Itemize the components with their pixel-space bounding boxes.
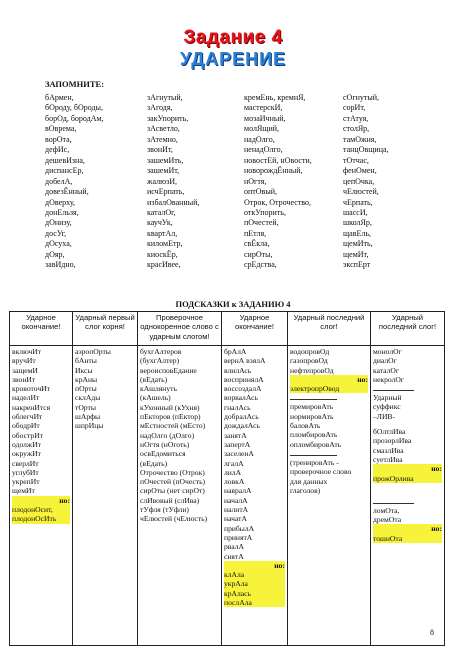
word-item: шассИ, xyxy=(343,207,368,217)
word-item: лгалА xyxy=(224,458,244,468)
word-item: стАтуя, xyxy=(343,113,369,123)
word-item: киоскЁр, xyxy=(147,249,178,259)
word-item: пЕкторов (пЕктор) xyxy=(140,412,201,422)
word-item: снятА xyxy=(224,551,244,561)
word-item: баловАть xyxy=(290,421,321,431)
word-item: послАла xyxy=(224,598,285,607)
word-item: квартАл, xyxy=(147,228,178,238)
word-item: влилАсь xyxy=(224,365,252,375)
column-1-no-label: но: xyxy=(12,496,70,505)
word-item: откУпорить, xyxy=(244,207,286,217)
column-5-note xyxy=(290,458,368,495)
column-6-words-a xyxy=(373,347,442,384)
word-item: бОроду, бОроды, xyxy=(45,103,103,113)
word-item: кАшлянуть xyxy=(140,384,177,394)
word-item: жалюзИ, xyxy=(147,176,178,186)
word-item: бОлтлИва xyxy=(373,427,406,437)
column-4-no-label: но: xyxy=(224,561,285,570)
word-item: мозаИчный, xyxy=(244,113,286,123)
column-1-exceptions xyxy=(12,505,70,524)
word-item: добралАсь xyxy=(224,412,259,422)
header-cell-3: Проверочное однокоренное слово с ударным слогом! xyxy=(138,312,222,346)
word-item: бАнты xyxy=(75,356,97,366)
hints-table xyxy=(9,311,445,646)
word-item: дефИс, xyxy=(45,145,70,155)
word-item: досУг, xyxy=(45,228,67,238)
column-5-exception: электропрОвод xyxy=(290,384,368,393)
word-item: сОгнутый, xyxy=(343,93,380,102)
word-column-3 xyxy=(244,93,312,271)
hints-title: ПОДСКАЗКИ к ЗАДАНИЮ 4 xyxy=(175,299,291,309)
word-item: Отрок, Отрочество, xyxy=(244,197,311,207)
word-item: зашемИт, xyxy=(147,166,180,176)
word-item: нОгтя (нОготь) xyxy=(140,439,190,449)
word-item: брАлА xyxy=(224,347,247,356)
word-item: бухгАлтеров xyxy=(140,347,182,356)
column-6-no-label-1: но: xyxy=(373,464,442,473)
column-6-no-label-2: но: xyxy=(373,524,442,533)
word-item: рвалА xyxy=(224,542,244,552)
word-item: зАсветло, xyxy=(147,124,180,134)
word-item: (кАшель) xyxy=(140,393,171,403)
word-item: начатА xyxy=(224,514,247,524)
word-item: монолОг xyxy=(373,347,402,356)
word-item: началА xyxy=(224,495,248,505)
word-list xyxy=(45,93,445,298)
word-item: –ЛИВ- xyxy=(373,411,396,421)
word-item: дОяр, xyxy=(45,249,65,259)
word-item: нормировАть xyxy=(290,411,334,421)
page-number: 8 xyxy=(430,628,434,637)
word-item: дОсуха, xyxy=(45,239,72,249)
word-item: клАла xyxy=(224,570,285,579)
word-item: лилА xyxy=(224,467,242,477)
word-item: дремОта xyxy=(373,515,402,525)
word-item: кремЕнь, кремнЯ, xyxy=(244,93,306,102)
word-item: тОрты xyxy=(75,402,96,412)
word-item: суетлИва xyxy=(373,454,403,464)
word-item: чЕлюстей, xyxy=(343,187,379,197)
word-item: газопровОд xyxy=(290,356,328,366)
word-item: навралА xyxy=(224,486,252,496)
word-item: фенОмен, xyxy=(343,166,377,176)
word-column-1 xyxy=(45,93,104,271)
word-item: Отрочество (Отрок) xyxy=(140,467,205,477)
header-cell-6: Ударный последний слог! xyxy=(371,312,445,346)
word-item: вероисповЕдание xyxy=(140,365,197,375)
word-item: тамОжня, xyxy=(343,134,377,144)
word-item: сирОты, xyxy=(244,249,273,259)
word-column-2 xyxy=(147,93,199,271)
word-item: тУфля (тУфли) xyxy=(140,505,189,515)
word-item: школЯр, xyxy=(343,218,372,228)
word-item: шпрИцы xyxy=(75,421,104,431)
word-item: аэропОрты xyxy=(75,347,111,356)
word-item: нефтепровОд xyxy=(290,365,334,375)
word-item: прозорлИва xyxy=(373,436,412,446)
word-item: завИдно, xyxy=(45,260,76,270)
word-item: щавЕль, xyxy=(343,228,372,238)
column-5-divider-2 xyxy=(290,449,337,456)
word-item: чЕрпать, xyxy=(343,197,373,207)
column-6-exception-2: тошнОта xyxy=(373,534,442,543)
word-item: ободрИт xyxy=(12,421,40,431)
word-item: ворвалАсь xyxy=(224,393,258,403)
column-6-divider xyxy=(373,384,414,391)
header-cell-2: Ударный первый слог корня! xyxy=(73,312,138,346)
word-item: Иксы xyxy=(75,365,93,375)
header-cell-4: Ударное окончание! xyxy=(222,312,288,346)
word-item: одолжИт xyxy=(12,439,41,449)
column-2-words xyxy=(75,347,135,431)
word-item: закУпорить, xyxy=(147,113,189,123)
column-4-exceptions xyxy=(224,570,285,607)
page-title: Задание 4 xyxy=(183,27,283,48)
word-item: запертА xyxy=(224,439,251,449)
column-5-cell xyxy=(288,346,371,646)
word-item: Ударный xyxy=(373,393,402,403)
word-item: ворОта, xyxy=(45,134,72,144)
column-5-no-label: но: xyxy=(290,375,368,384)
word-item: нОгтя, xyxy=(244,176,267,186)
word-item: сверлИт xyxy=(12,458,39,468)
word-item: надОлго (дОлго) xyxy=(140,430,195,440)
column-5-words-a xyxy=(290,347,368,375)
word-column-4 xyxy=(343,93,389,271)
word-item: (тренировАть - xyxy=(290,457,339,467)
word-item: дОверху, xyxy=(45,197,76,207)
word-item: цепОчка, xyxy=(343,176,375,186)
column-4-cell xyxy=(222,346,288,646)
word-item: каучУк, xyxy=(147,218,173,228)
word-item: наделИт xyxy=(12,393,40,403)
word-item: воспринялА xyxy=(224,374,264,384)
word-item: (вЕдать) xyxy=(140,458,168,468)
word-item: пЕтля, xyxy=(244,228,267,238)
header-cell-5: Ударный последний слог! xyxy=(288,312,371,346)
word-item: смазлИва xyxy=(373,445,404,455)
word-item: пломбировАть xyxy=(290,430,338,440)
word-item: премировАть xyxy=(290,402,334,412)
word-item: вернА взялА xyxy=(224,356,266,366)
word-item: занятА xyxy=(224,430,247,440)
column-1-cell xyxy=(10,346,73,646)
word-item: проверочное слово xyxy=(290,467,352,477)
word-item: окружИт xyxy=(12,449,41,459)
word-item: щемИть, xyxy=(343,239,373,249)
word-item: экспЕрт xyxy=(343,260,371,270)
word-item: опломбировАть xyxy=(290,439,342,449)
page-subtitle: УДАРЕНИЕ xyxy=(179,49,287,69)
header-cell-1: Ударное окончание! xyxy=(10,312,73,346)
word-item: укрАла xyxy=(224,579,285,588)
word-item: водопровОд xyxy=(290,347,330,356)
column-5-words-b xyxy=(290,402,368,448)
word-item: гналАсь xyxy=(224,402,251,412)
column-5-divider xyxy=(290,393,337,400)
word-item: ловкА xyxy=(224,477,245,487)
word-item: шАрфы xyxy=(75,412,101,422)
page-header xyxy=(0,28,466,69)
word-item: каталОг, xyxy=(147,207,176,217)
word-item: каталОг xyxy=(373,365,399,375)
column-4-words xyxy=(224,347,285,561)
word-item: кровоточИт xyxy=(12,384,50,394)
word-item: налитА xyxy=(224,505,249,515)
word-item: ломОта, xyxy=(373,505,400,515)
word-item: плодонОсит, xyxy=(12,505,70,514)
word-item: воссоздалА xyxy=(224,384,262,394)
word-item: надОлго, xyxy=(244,134,275,144)
word-item: мЕстностей (мЕсто) xyxy=(140,421,206,431)
word-item: суффикс xyxy=(373,402,401,412)
word-item: зашемИть, xyxy=(147,155,184,165)
word-item: крАны xyxy=(75,374,98,384)
word-item: глаголов) xyxy=(290,485,321,495)
word-item: тОтчас, xyxy=(343,155,369,165)
word-item: дОнизу, xyxy=(45,218,72,228)
word-item: заселенА xyxy=(224,449,254,459)
word-item: кУхонный (кУхня) xyxy=(140,402,200,412)
word-item: сирОты (нет сирОт) xyxy=(140,486,205,496)
word-item: включИт xyxy=(12,347,42,356)
word-item: укрепИт xyxy=(12,477,40,487)
column-3-cell xyxy=(138,346,222,646)
word-item: избалОванный, xyxy=(147,197,200,207)
column-3-words xyxy=(140,347,219,524)
word-item: звонИт, xyxy=(147,145,173,155)
word-item: освЕдомиться xyxy=(140,449,186,459)
word-item: исчЕрпать, xyxy=(147,187,185,197)
word-item: облегчИт xyxy=(12,412,43,422)
word-item: зАтемно, xyxy=(147,134,178,144)
word-item: плодонОсИть xyxy=(12,514,70,523)
column-2-cell xyxy=(73,346,138,646)
word-item: зАгнутый, xyxy=(147,93,183,102)
column-6-divider-2 xyxy=(373,497,414,504)
word-item: щемИт xyxy=(12,486,35,496)
word-item: дешевИзна, xyxy=(45,155,85,165)
word-item: красИвее, xyxy=(147,260,181,270)
word-item: бАрмен, xyxy=(45,93,74,102)
word-item: диалОг xyxy=(373,356,397,366)
word-item: вручИт xyxy=(12,356,36,366)
word-item: добелА, xyxy=(45,176,73,186)
word-item: принятА xyxy=(224,532,253,542)
column-6-exception-1: прожОрлива xyxy=(373,474,442,483)
word-item: некролОг xyxy=(373,374,405,384)
word-item: срЕдства, xyxy=(244,260,277,270)
word-item: дождалАсь xyxy=(224,421,260,431)
word-item: новостЕй, нОвости, xyxy=(244,155,312,165)
word-item: мастерскИ, xyxy=(244,103,283,113)
column-6-cell xyxy=(371,346,445,646)
word-item: обострИт xyxy=(12,430,44,440)
word-item: крАлась xyxy=(224,589,285,598)
word-item: пОрты xyxy=(75,384,97,394)
word-item: довезЁнный, xyxy=(45,187,89,197)
word-item: танцОвщица, xyxy=(343,145,389,155)
word-item: столЯр, xyxy=(343,124,370,134)
word-item: киломЕтр, xyxy=(147,239,183,249)
word-item: пОчестей (пОчесть) xyxy=(140,477,206,487)
word-item: новорождЁнный, xyxy=(244,166,303,176)
word-item: углубИт xyxy=(12,467,39,477)
word-item: склАды xyxy=(75,393,101,403)
column-6-words-c xyxy=(373,506,442,525)
word-item: звонИт xyxy=(12,374,36,384)
word-item: вОврема, xyxy=(45,124,77,134)
column-1-words xyxy=(12,347,70,496)
word-item: свЁкла, xyxy=(244,239,270,249)
word-item: щемИт, xyxy=(343,249,369,259)
column-6-suffix-note xyxy=(373,393,442,421)
word-item: борОд, бородАм, xyxy=(45,113,104,123)
word-item: молЯщий, xyxy=(244,124,280,134)
word-item: слИвовый (слИва) xyxy=(140,495,200,505)
word-item: прибылА xyxy=(224,523,255,533)
word-item: защемИ xyxy=(12,365,38,375)
word-item: ненадОлго, xyxy=(244,145,283,155)
word-item: накренИтся xyxy=(12,402,51,412)
word-item: сорИт, xyxy=(343,103,366,113)
word-item: оптОвый, xyxy=(244,187,277,197)
column-6-words-b xyxy=(373,427,442,464)
word-item: чЕлюстей (чЕлюсть) xyxy=(140,514,208,524)
word-item: (бухгАлтер) xyxy=(140,356,180,366)
word-item: зАгодя, xyxy=(147,103,173,113)
remember-label: ЗАПОМНИТЕ: xyxy=(45,79,105,89)
word-item: пОчестей, xyxy=(244,218,279,228)
word-item: для данных xyxy=(290,476,328,486)
word-item: (вЕдать) xyxy=(140,374,168,384)
word-item: диспансЕр, xyxy=(45,166,84,176)
word-item: донЕльзя, xyxy=(45,207,79,217)
